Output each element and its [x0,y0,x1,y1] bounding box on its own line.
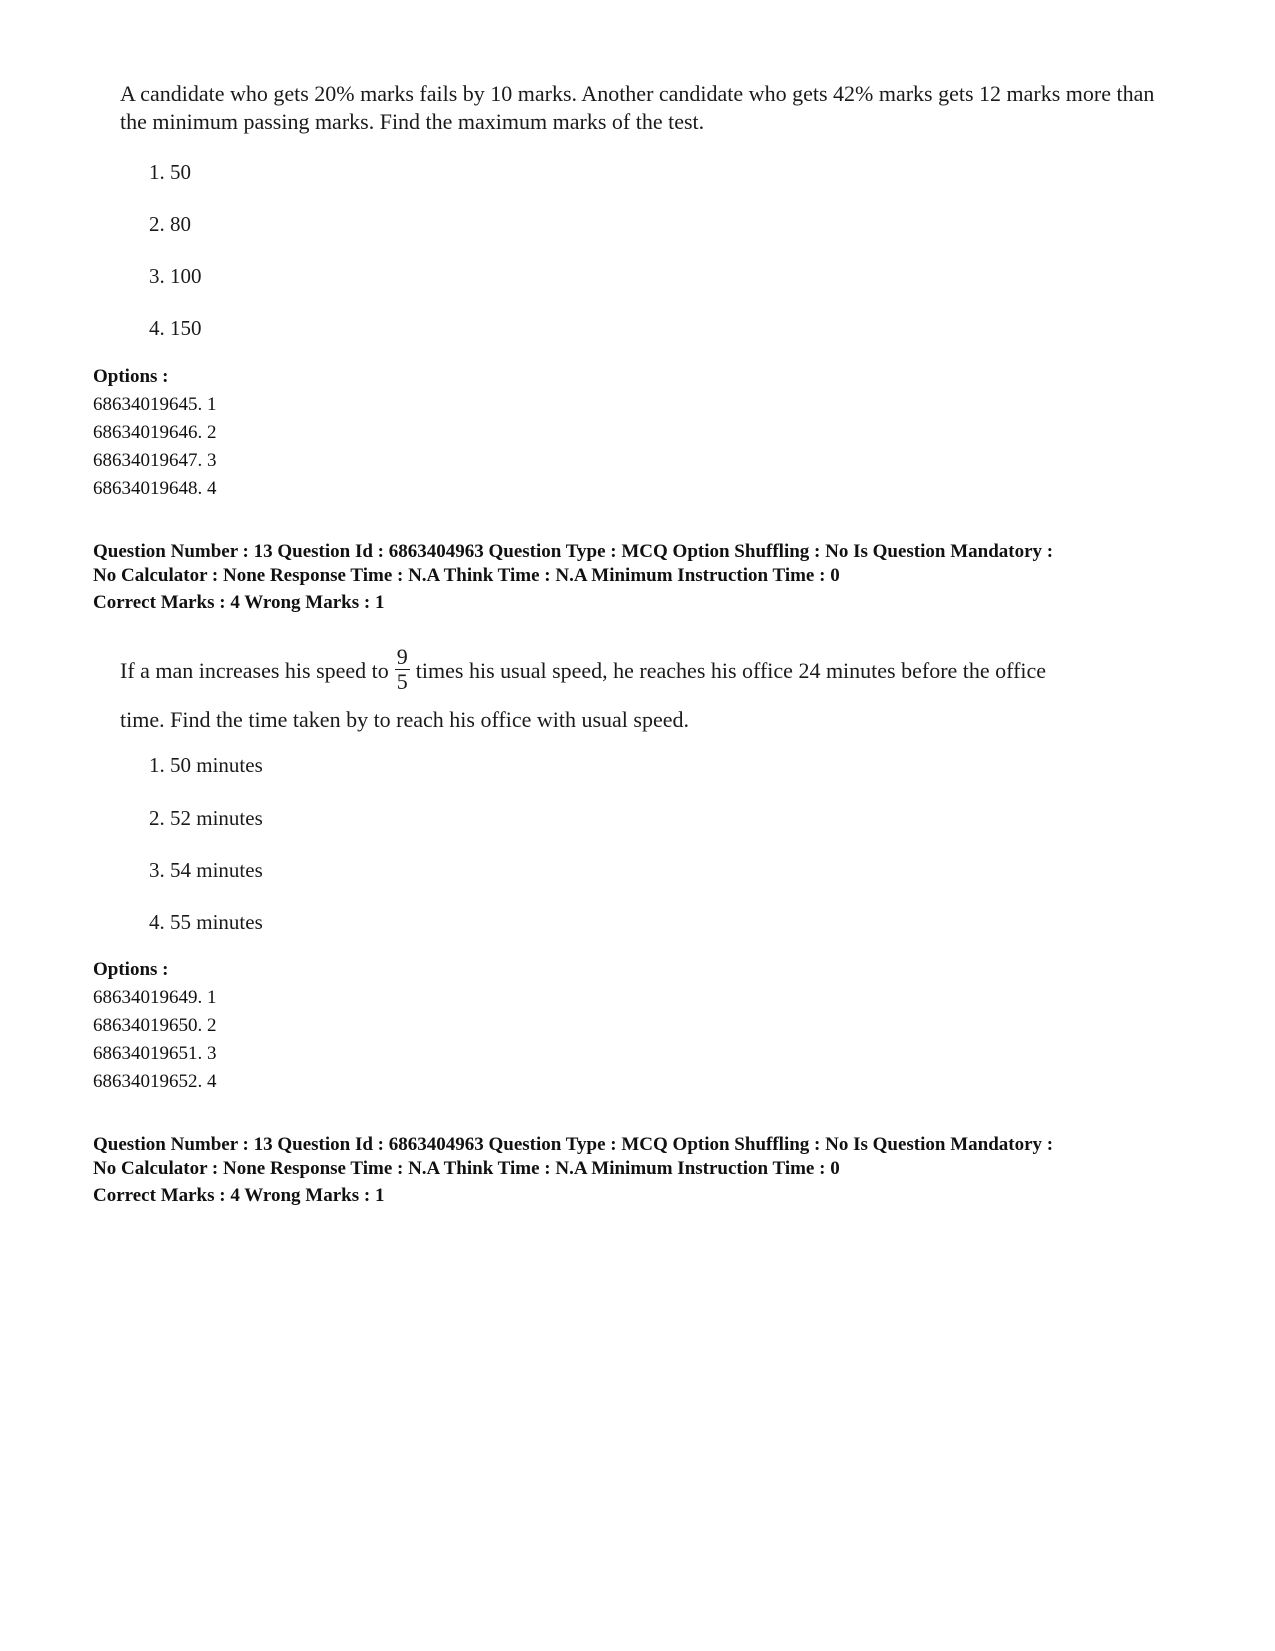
question-text [120,640,1160,734]
question-meta-line2: No Calculator : None Response Time : N.A Think Time : N.A Minimum Instruction Time : 0 [93,1158,840,1179]
question-marks: Correct Marks : 4 Wrong Marks : 1 [93,1185,385,1206]
option-id: 68634019648. 4 [93,478,217,499]
question-meta-line1: Question Number : 13 Question Id : 6863404963 Question Type : MCQ Option Shuffling : No Is Question Mandatory : [93,1134,1054,1155]
options-heading: Options : [93,366,169,387]
question-marks: Correct Marks : 4 Wrong Marks : 1 [93,592,385,613]
answer-choice: 1. 50 [149,160,191,184]
question-meta [93,1133,1213,1181]
fraction-denominator: 5 [396,668,408,694]
option-id: 68634019649. 1 [93,987,217,1008]
option-id: 68634019647. 3 [93,450,217,471]
answer-choice: 3. 100 [149,264,202,288]
question-meta-line2: No Calculator : None Response Time : N.A Think Time : N.A Minimum Instruction Time : 0 [93,565,840,586]
options-heading: Options : [93,959,169,980]
question-text-line2: time. Find the time taken by to reach his office with usual speed. [120,707,690,732]
question-text-line1 [120,640,1160,702]
option-id: 68634019650. 2 [93,1015,217,1036]
answer-choice: 1. 50 minutes [149,753,263,777]
option-id: 68634019652. 4 [93,1071,217,1092]
answer-choice: 4. 150 [149,316,202,340]
answer-choice: 4. 55 minutes [149,910,263,934]
question-text: A candidate who gets 20% marks fails by 10 marks. Another candidate who gets 42% marks gets 12 marks more than the minimum passing marks. Find the maximum marks of the test. [120,81,1155,134]
question-text-before: If a man increases his speed to [120,658,389,683]
answer-choice: 3. 54 minutes [149,858,263,882]
option-id: 68634019651. 3 [93,1043,217,1064]
question-meta [93,540,1213,588]
option-id: 68634019646. 2 [93,422,217,443]
answer-choice: 2. 80 [149,212,191,236]
option-id: 68634019645. 1 [93,394,217,415]
question-meta-line1: Question Number : 13 Question Id : 6863404963 Question Type : MCQ Option Shuffling : No Is Question Mandatory : [93,541,1054,562]
fraction-numerator: 9 [396,643,408,669]
question-text-after: times his usual speed, he reaches his office 24 minutes before the office [415,658,1047,683]
answer-choice: 2. 52 minutes [149,806,263,830]
fraction [395,645,410,694]
